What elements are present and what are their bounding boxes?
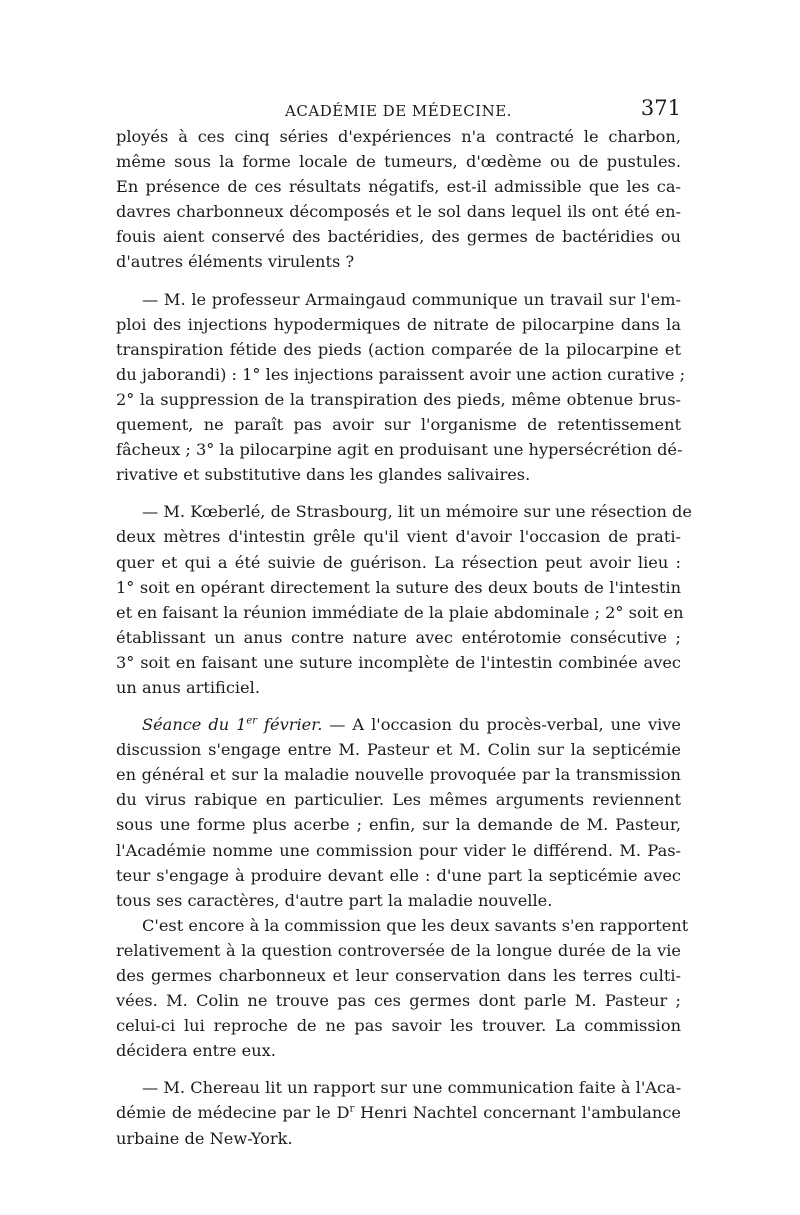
text-line: En présence de ces résultats négatifs, est-il admissible que les ca-: [116, 177, 681, 197]
text-line: vées. M. Colin ne trouve pas ces germes dont parle M. Pasteur ;: [116, 991, 681, 1011]
text-line: [116, 1100, 681, 1125]
paragraph-commission: [116, 913, 689, 1064]
doctor-abbrev-sup: r: [349, 1104, 355, 1116]
paragraph-gap: [116, 1063, 681, 1075]
text-line: fâcheux ; 3° la pilocarpine agit en produisant une hypersécrétion dé-: [116, 440, 683, 460]
text-line: deux mètres d'intestin grêle qu'il vient d'avoir l'occasion de prati-: [116, 527, 681, 547]
text-line: — M. Chereau lit un rapport sur une communication faite à l'Aca-: [142, 1078, 682, 1098]
text-line: relativement à la question controversée de la longue durée de la vie: [116, 940, 681, 960]
text-line: — M. Kœberlé, de Strasbourg, lit un mémoire sur une résection de: [142, 502, 692, 522]
text-line: en général et sur la maladie nouvelle provoquée par la transmission: [116, 765, 681, 785]
text-line: 2° la suppression de la transpiration des pieds, même obtenue brus-: [116, 389, 681, 409]
paragraph-gap: [116, 700, 681, 712]
text-line: l'Académie nomme une commission pour vider le différend. M. Pas-: [116, 840, 681, 860]
seance-ordinal: er: [246, 715, 258, 727]
text-line: du virus rabique en particulier. Les mêmes arguments reviennent: [116, 790, 681, 810]
running-title: ACADÉMIE DE MÉDECINE.: [285, 102, 512, 120]
text-line: décidera entre eux.: [116, 1041, 276, 1061]
text-line: celui-ci lui reproche de ne pas savoir les trouver. La commission: [116, 1016, 681, 1036]
text-line: rivative et substitutive dans les glandes salivaires.: [116, 465, 531, 485]
running-head: [116, 96, 681, 122]
text-line: transpiration fétide des pieds (action comparée de la pilocarpine et: [116, 339, 681, 359]
text-line: teur s'engage à produire devant elle : d'une part la septicémie avec: [116, 865, 681, 885]
text-line: discussion s'engage entre M. Pasteur et M. Colin sur la septicémie: [116, 740, 681, 760]
text-line: davres charbonneux décomposés et le sol dans lequel ils ont été en-: [116, 202, 681, 222]
text-line: ployés à ces cinq séries d'expériences n'a contracté le charbon,: [116, 127, 681, 146]
text-line: établissant un anus contre nature avec entérotomie consécutive ;: [116, 627, 681, 647]
page-number: 371: [640, 96, 681, 120]
paragraph-seance: [116, 712, 681, 913]
text-line: et en faisant la réunion immédiate de la plaie abdominale ; 2° soit en: [116, 602, 684, 622]
doctor-line-rest: Henri Nachtel concernant l'ambulance: [354, 1103, 681, 1123]
text-line: des germes charbonneux et leur conservation dans les terres culti-: [116, 966, 681, 985]
seance-label: Séance du 1: [142, 715, 247, 735]
text-line: 1° soit en opérant directement la suture des deux bouts de l'intestin: [116, 577, 681, 597]
doctor-line-start: démie de médecine par le D: [116, 1103, 350, 1123]
seance-rest: — A l'occasion du procès-verbal, une vive: [322, 715, 681, 735]
text-line: tous ses caractères, d'autre part la maladie nouvelle.: [116, 890, 553, 910]
paragraph-chereau: [116, 1075, 681, 1150]
seance-month: février.: [264, 715, 323, 735]
text-line: — M. le professeur Armaingaud communique un travail sur l'em-: [142, 289, 681, 309]
text-line: quement, ne paraît pas avoir sur l'organisme de retentissement: [116, 415, 681, 435]
text-line: 3° soit en faisant une suture incomplète de l'intestin combinée avec: [116, 652, 681, 672]
text-line: quer et qui a été suivie de guérison. La résection peut avoir lieu :: [116, 552, 681, 572]
text-line: un anus artificiel.: [116, 677, 260, 697]
text-line: C'est encore à la commission que les deux savants s'en rapportent: [142, 915, 689, 935]
body-text: [116, 124, 692, 1151]
text-line: [116, 712, 681, 737]
text-line: d'autres éléments virulents ?: [116, 252, 355, 272]
text-line: même sous la forme locale de tumeurs, d'œdème ou de pustules.: [116, 152, 681, 172]
text-line: sous une forme plus acerbe ; enfin, sur la demande de M. Pasteur,: [116, 815, 681, 835]
paragraph-koeberle: [116, 499, 692, 700]
text-line: ploi des injections hypodermiques de nitrate de pilocarpine dans la: [116, 314, 681, 334]
space: [257, 715, 264, 734]
paragraph-charbon: [116, 124, 681, 275]
text-line: urbaine de New-York.: [116, 1128, 293, 1148]
paragraph-gap: [116, 275, 681, 287]
text-line: du jaborandi) : 1° les injections paraissent avoir une action curative ;: [116, 364, 686, 384]
paragraph-gap: [116, 487, 681, 499]
text-line: fouis aient conservé des bactéridies, des germes de bactéridies ou: [116, 227, 681, 247]
paragraph-armaingaud: [116, 287, 686, 488]
